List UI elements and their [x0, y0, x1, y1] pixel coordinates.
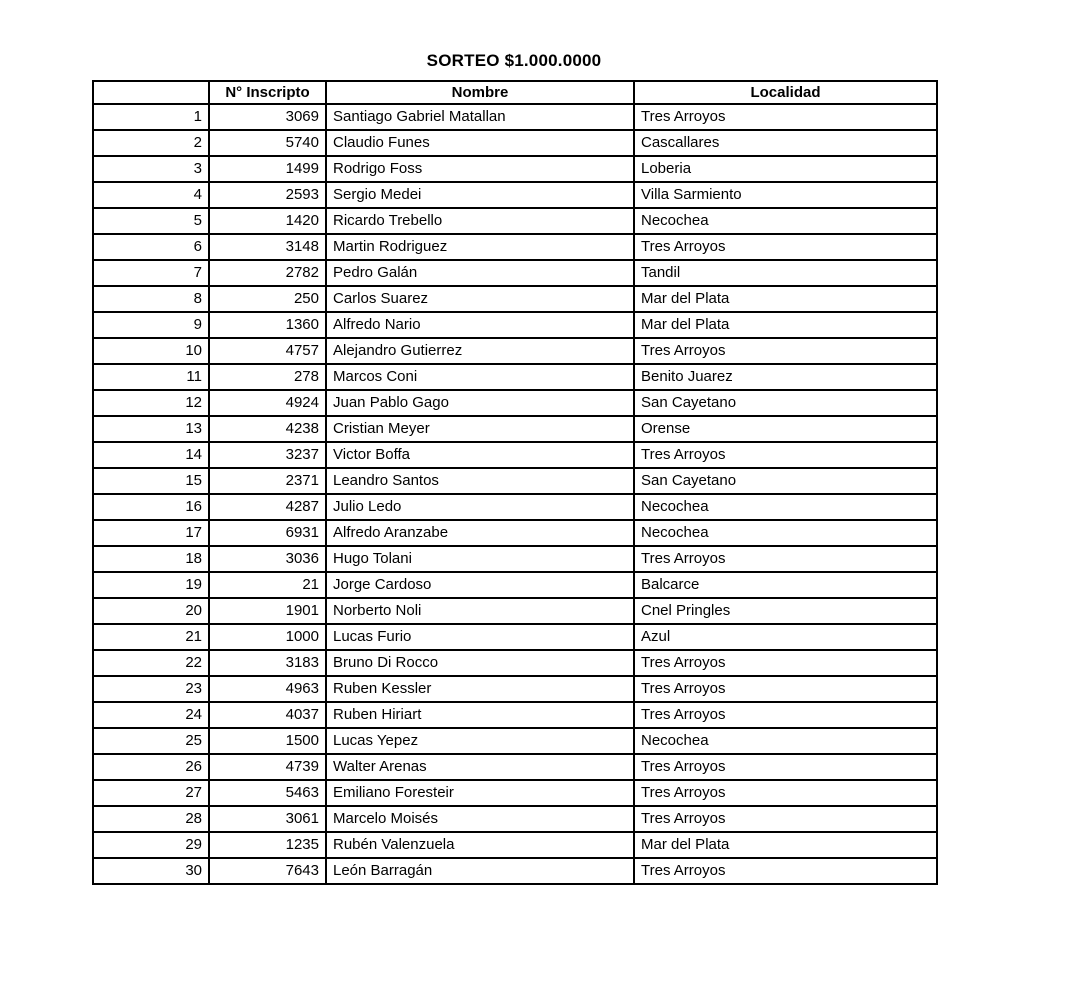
position-cell: 11: [93, 364, 209, 390]
inscripto-cell: 5740: [209, 130, 326, 156]
position-cell: 14: [93, 442, 209, 468]
table-row: [93, 754, 937, 780]
table-row: [93, 130, 937, 156]
localidad-cell: Orense: [634, 416, 937, 442]
page-title: SORTEO $1.000.0000: [426, 51, 602, 70]
header-nombre: Nombre: [326, 81, 634, 104]
inscripto-cell: 21: [209, 572, 326, 598]
nombre-cell: Lucas Furio: [326, 624, 634, 650]
nombre-cell: Victor Boffa: [326, 442, 634, 468]
nombre-cell: Martin Rodriguez: [326, 234, 634, 260]
inscripto-cell: 2593: [209, 182, 326, 208]
inscripto-cell: 1901: [209, 598, 326, 624]
position-cell: 22: [93, 650, 209, 676]
nombre-cell: Norberto Noli: [326, 598, 634, 624]
inscripto-cell: 3237: [209, 442, 326, 468]
inscripto-cell: 4287: [209, 494, 326, 520]
localidad-cell: Tres Arroyos: [634, 650, 937, 676]
inscripto-cell: 2782: [209, 260, 326, 286]
position-cell: 18: [93, 546, 209, 572]
position-cell: 30: [93, 858, 209, 884]
position-cell: 10: [93, 338, 209, 364]
table-row: [93, 676, 937, 702]
localidad-cell: Tandil: [634, 260, 937, 286]
nombre-cell: Lucas Yepez: [326, 728, 634, 754]
inscripto-cell: 4037: [209, 702, 326, 728]
position-cell: 21: [93, 624, 209, 650]
localidad-cell: Tres Arroyos: [634, 754, 937, 780]
table-row: [93, 806, 937, 832]
position-cell: 27: [93, 780, 209, 806]
position-cell: 19: [93, 572, 209, 598]
table-row: [93, 104, 937, 130]
nombre-cell: Bruno Di Rocco: [326, 650, 634, 676]
localidad-cell: Tres Arroyos: [634, 780, 937, 806]
nombre-cell: Juan Pablo Gago: [326, 390, 634, 416]
inscripto-cell: 3069: [209, 104, 326, 130]
localidad-cell: Mar del Plata: [634, 312, 937, 338]
localidad-cell: Tres Arroyos: [634, 676, 937, 702]
nombre-cell: Cristian Meyer: [326, 416, 634, 442]
localidad-cell: Cascallares: [634, 130, 937, 156]
inscripto-cell: 3183: [209, 650, 326, 676]
position-cell: 7: [93, 260, 209, 286]
position-cell: 2: [93, 130, 209, 156]
inscripto-cell: 4739: [209, 754, 326, 780]
position-cell: 4: [93, 182, 209, 208]
nombre-cell: Claudio Funes: [326, 130, 634, 156]
position-cell: 1: [93, 104, 209, 130]
localidad-cell: Tres Arroyos: [634, 338, 937, 364]
localidad-cell: Necochea: [634, 520, 937, 546]
nombre-cell: Alfredo Aranzabe: [326, 520, 634, 546]
table-row: [93, 572, 937, 598]
table-row: [93, 546, 937, 572]
localidad-cell: Tres Arroyos: [634, 442, 937, 468]
position-cell: 5: [93, 208, 209, 234]
nombre-cell: Ruben Hiriart: [326, 702, 634, 728]
nombre-cell: Hugo Tolani: [326, 546, 634, 572]
inscripto-cell: 1000: [209, 624, 326, 650]
nombre-cell: Alejandro Gutierrez: [326, 338, 634, 364]
localidad-cell: Tres Arroyos: [634, 858, 937, 884]
table-row: [93, 286, 937, 312]
position-cell: 9: [93, 312, 209, 338]
localidad-cell: San Cayetano: [634, 468, 937, 494]
inscripto-cell: 5463: [209, 780, 326, 806]
position-cell: 20: [93, 598, 209, 624]
header-position: [93, 81, 209, 104]
table-row: [93, 442, 937, 468]
nombre-cell: Jorge Cardoso: [326, 572, 634, 598]
table-row: [93, 260, 937, 286]
nombre-cell: Pedro Galán: [326, 260, 634, 286]
localidad-cell: Villa Sarmiento: [634, 182, 937, 208]
position-cell: 23: [93, 676, 209, 702]
table-row: [93, 208, 937, 234]
position-cell: 16: [93, 494, 209, 520]
header-row: [93, 81, 937, 104]
table-row: [93, 494, 937, 520]
inscripto-cell: 4757: [209, 338, 326, 364]
localidad-cell: San Cayetano: [634, 390, 937, 416]
position-cell: 8: [93, 286, 209, 312]
position-cell: 15: [93, 468, 209, 494]
header-inscripto: N° Inscripto: [209, 81, 326, 104]
table-row: [93, 598, 937, 624]
nombre-cell: Marcelo Moisés: [326, 806, 634, 832]
localidad-cell: Benito Juarez: [634, 364, 937, 390]
position-cell: 17: [93, 520, 209, 546]
position-cell: 6: [93, 234, 209, 260]
header-localidad: Localidad: [634, 81, 937, 104]
table-row: [93, 468, 937, 494]
localidad-cell: Tres Arroyos: [634, 702, 937, 728]
inscripto-cell: 1500: [209, 728, 326, 754]
nombre-cell: Ricardo Trebello: [326, 208, 634, 234]
table-row: [93, 182, 937, 208]
nombre-cell: León Barragán: [326, 858, 634, 884]
nombre-cell: Carlos Suarez: [326, 286, 634, 312]
table-row: [93, 728, 937, 754]
inscripto-cell: 6931: [209, 520, 326, 546]
localidad-cell: Mar del Plata: [634, 832, 937, 858]
nombre-cell: Emiliano Foresteir: [326, 780, 634, 806]
nombre-cell: Julio Ledo: [326, 494, 634, 520]
inscripto-cell: 1360: [209, 312, 326, 338]
position-cell: 3: [93, 156, 209, 182]
table-row: [93, 416, 937, 442]
table-row: [93, 234, 937, 260]
nombre-cell: Rubén Valenzuela: [326, 832, 634, 858]
nombre-cell: Leandro Santos: [326, 468, 634, 494]
inscripto-cell: 4963: [209, 676, 326, 702]
table-row: [93, 702, 937, 728]
nombre-cell: Walter Arenas: [326, 754, 634, 780]
inscripto-cell: 1499: [209, 156, 326, 182]
inscripto-cell: 3148: [209, 234, 326, 260]
position-cell: 29: [93, 832, 209, 858]
nombre-cell: Marcos Coni: [326, 364, 634, 390]
inscripto-cell: 1420: [209, 208, 326, 234]
inscripto-cell: 4924: [209, 390, 326, 416]
localidad-cell: Necochea: [634, 494, 937, 520]
table-row: [93, 650, 937, 676]
sorteo-table: [92, 80, 938, 885]
inscripto-cell: 2371: [209, 468, 326, 494]
localidad-cell: Tres Arroyos: [634, 104, 937, 130]
table-row: [93, 858, 937, 884]
nombre-cell: Alfredo Nario: [326, 312, 634, 338]
nombre-cell: Ruben Kessler: [326, 676, 634, 702]
nombre-cell: Sergio Medei: [326, 182, 634, 208]
localidad-cell: Mar del Plata: [634, 286, 937, 312]
position-cell: 25: [93, 728, 209, 754]
nombre-cell: Santiago Gabriel Matallan: [326, 104, 634, 130]
table-row: [93, 624, 937, 650]
table-row: [93, 156, 937, 182]
position-cell: 24: [93, 702, 209, 728]
inscripto-cell: 4238: [209, 416, 326, 442]
localidad-cell: Cnel Pringles: [634, 598, 937, 624]
localidad-cell: Necochea: [634, 728, 937, 754]
localidad-cell: Tres Arroyos: [634, 546, 937, 572]
inscripto-cell: 7643: [209, 858, 326, 884]
position-cell: 12: [93, 390, 209, 416]
table-row: [93, 364, 937, 390]
localidad-cell: Tres Arroyos: [634, 806, 937, 832]
table-header: [93, 81, 937, 104]
position-cell: 26: [93, 754, 209, 780]
table-row: [93, 832, 937, 858]
inscripto-cell: 1235: [209, 832, 326, 858]
localidad-cell: Tres Arroyos: [634, 234, 937, 260]
inscripto-cell: 250: [209, 286, 326, 312]
localidad-cell: Azul: [634, 624, 937, 650]
localidad-cell: Loberia: [634, 156, 937, 182]
inscripto-cell: 3036: [209, 546, 326, 572]
inscripto-cell: 278: [209, 364, 326, 390]
position-cell: 28: [93, 806, 209, 832]
nombre-cell: Rodrigo Foss: [326, 156, 634, 182]
table-row: [93, 780, 937, 806]
inscripto-cell: 3061: [209, 806, 326, 832]
localidad-cell: Necochea: [634, 208, 937, 234]
table-row: [93, 312, 937, 338]
table-row: [93, 338, 937, 364]
table-row: [93, 520, 937, 546]
localidad-cell: Balcarce: [634, 572, 937, 598]
position-cell: 13: [93, 416, 209, 442]
table-body: [93, 104, 937, 884]
table-row: [93, 390, 937, 416]
